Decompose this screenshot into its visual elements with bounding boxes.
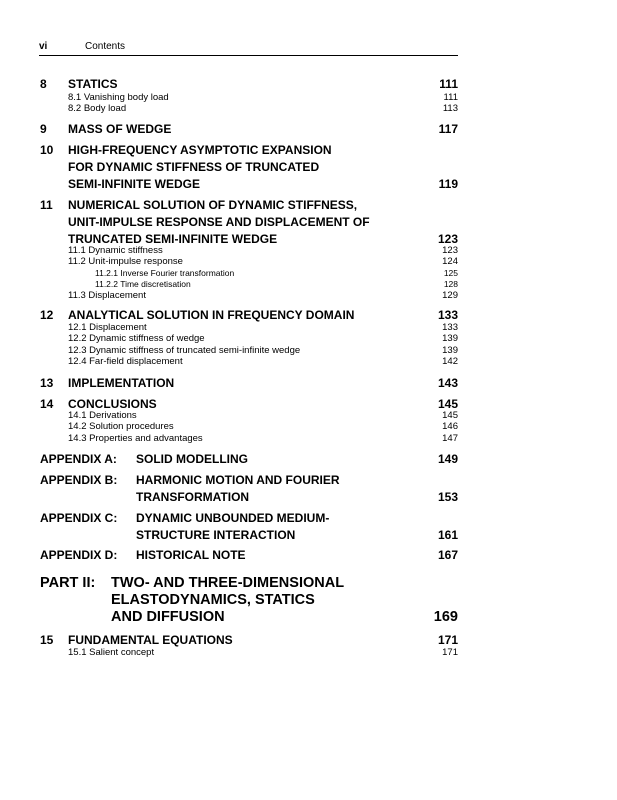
- chapter-title: FUNDAMENTAL EQUATIONS: [68, 633, 233, 647]
- section-page: 124: [442, 256, 458, 267]
- section-page: 147: [442, 433, 458, 444]
- section-entry: 11.3 Displacement: [68, 290, 146, 301]
- appendix-label: APPENDIX A:: [40, 452, 117, 466]
- appendix-page: 149: [437, 452, 458, 466]
- section-page: 111: [443, 92, 458, 103]
- chapter-title: NUMERICAL SOLUTION OF DYNAMIC STIFFNESS,: [68, 198, 358, 212]
- chapter-number: 14: [40, 397, 54, 411]
- chapter-number: 13: [40, 376, 54, 390]
- chapter-number: 11: [40, 198, 53, 212]
- chapter-title: MASS OF WEDGE: [68, 122, 172, 136]
- chapter-title: FOR DYNAMIC STIFFNESS OF TRUNCATED: [68, 160, 320, 174]
- chapter-title: SEMI-INFINITE WEDGE: [68, 177, 200, 191]
- section-entry: 14.3 Properties and advantages: [68, 433, 203, 444]
- section-page: 139: [442, 333, 458, 344]
- chapter-page: 119: [438, 177, 458, 191]
- chapter-title: UNIT-IMPULSE RESPONSE AND DISPLACEMENT OF: [68, 215, 370, 229]
- chapter-title: CONCLUSIONS: [68, 397, 157, 411]
- appendix-page: 167: [437, 548, 458, 562]
- chapter-title: ANALYTICAL SOLUTION IN FREQUENCY DOMAIN: [68, 308, 355, 322]
- section-entry: 8.1 Vanishing body load: [68, 92, 169, 103]
- section-page: 146: [442, 421, 458, 432]
- appendix-label: APPENDIX C:: [40, 511, 118, 525]
- appendix-title: HISTORICAL NOTE: [136, 548, 246, 562]
- chapter-title: STATICS: [68, 77, 118, 91]
- appendix-page: 161: [437, 528, 458, 542]
- subsection-page: 125: [443, 268, 458, 278]
- running-header: [39, 40, 458, 56]
- chapter-number: 12: [40, 308, 54, 322]
- section-page: 171: [442, 647, 458, 658]
- chapter-title: TRUNCATED SEMI-INFINITE WEDGE: [68, 232, 278, 246]
- appendix-label: APPENDIX B:: [40, 473, 118, 487]
- part-label: PART II:: [40, 575, 96, 591]
- appendix-title: HARMONIC MOTION AND FOURIER: [136, 473, 340, 487]
- chapter-title: HIGH-FREQUENCY ASYMPTOTIC EXPANSION: [68, 143, 332, 157]
- part-title: AND DIFFUSION: [111, 609, 225, 625]
- section-page: 145: [442, 410, 458, 421]
- section-page: 139: [442, 345, 458, 356]
- chapter-page: 117: [438, 122, 458, 136]
- section-entry: 15.1 Salient concept: [68, 647, 155, 658]
- chapter-number: 9: [40, 122, 47, 136]
- part-title: TWO- AND THREE-DIMENSIONAL: [111, 575, 345, 591]
- part-title: ELASTODYNAMICS, STATICS: [111, 592, 315, 608]
- section-page: 129: [442, 290, 458, 301]
- chapter-number: 15: [40, 633, 54, 647]
- section-page: 142: [442, 356, 458, 367]
- subsection-page: 128: [443, 279, 458, 289]
- header-title: Contents: [85, 41, 126, 52]
- subsection-entry: 11.2.1 Inverse Fourier transformation: [95, 268, 235, 278]
- chapter-page: 111: [439, 77, 458, 91]
- section-entry: 8.2 Body load: [68, 103, 127, 114]
- chapter-title: IMPLEMENTATION: [68, 376, 175, 390]
- section-entry: 12.4 Far-field displacement: [68, 356, 183, 367]
- section-entry: 11.1 Dynamic stiffness: [68, 245, 163, 256]
- appendix-title: STRUCTURE INTERACTION: [136, 528, 296, 542]
- chapter-number: 8: [40, 77, 47, 91]
- appendix-title: SOLID MODELLING: [136, 452, 248, 466]
- part-page: 169: [433, 609, 458, 625]
- section-entry: 14.1 Derivations: [68, 410, 137, 421]
- chapter-page: 123: [437, 232, 458, 246]
- chapter-page: 171: [437, 633, 458, 647]
- section-entry: 12.1 Displacement: [68, 322, 147, 333]
- section-page: 123: [442, 245, 458, 256]
- appendix-label: APPENDIX D:: [40, 548, 118, 562]
- section-page: 133: [442, 322, 458, 333]
- section-entry: 12.3 Dynamic stiffness of truncated semi-infinite wedge: [68, 345, 301, 356]
- chapter-page: 145: [437, 397, 458, 411]
- subsection-entry: 11.2.2 Time discretisation: [95, 279, 191, 289]
- header-page-number: vi: [39, 41, 48, 52]
- section-entry: 14.2 Solution procedures: [68, 421, 174, 432]
- section-entry: 11.2 Unit-impulse response: [68, 256, 183, 267]
- chapter-number: 10: [40, 143, 54, 157]
- appendix-title: TRANSFORMATION: [136, 490, 250, 504]
- chapter-page: 133: [437, 308, 458, 322]
- appendix-page: 153: [437, 490, 458, 504]
- chapter-page: 143: [437, 376, 458, 390]
- section-entry: 12.2 Dynamic stiffness of wedge: [68, 333, 205, 344]
- appendix-title: DYNAMIC UNBOUNDED MEDIUM-: [136, 511, 330, 525]
- section-page: 113: [442, 103, 458, 114]
